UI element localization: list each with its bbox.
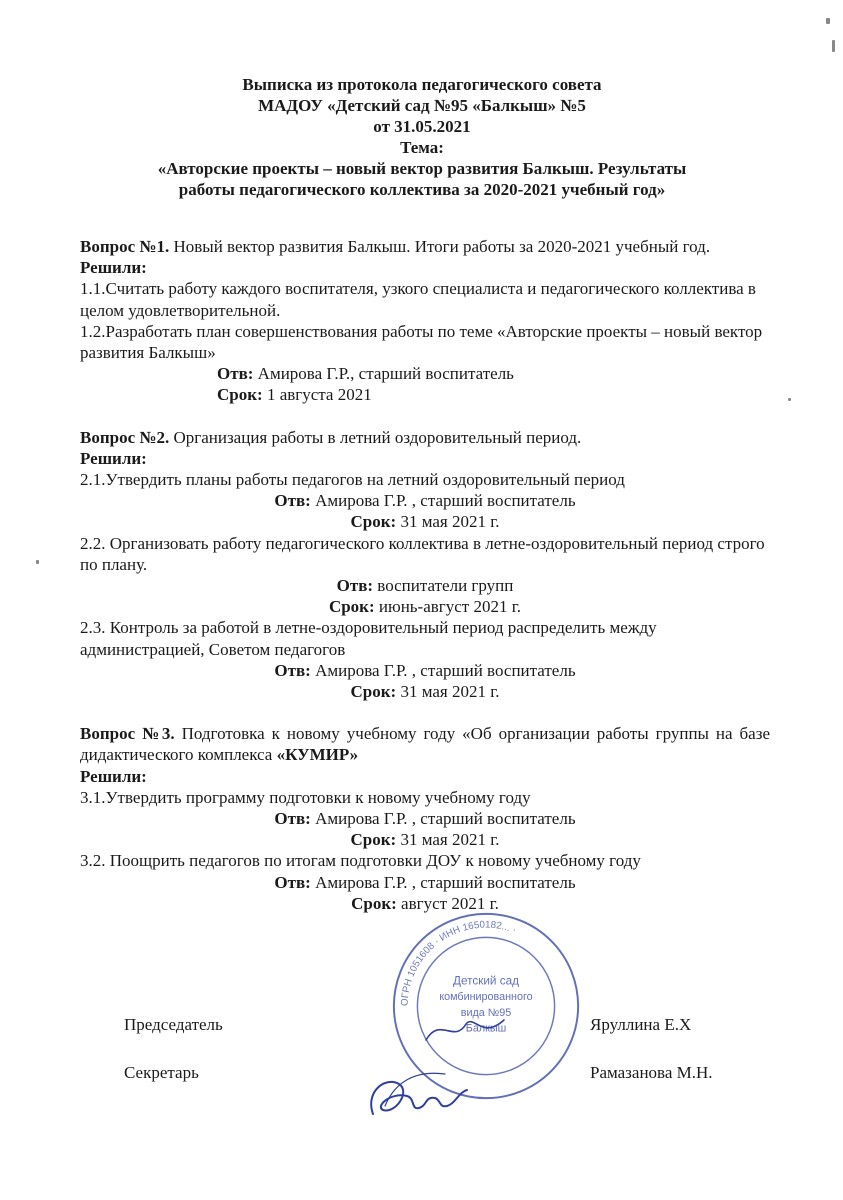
document-body [80, 236, 770, 914]
item-3-2: 3.2. Поощрить педагогов по итогам подготовки ДОУ к новому учебному году [80, 851, 641, 871]
item-3-1-responsible: Отв: Амирова Г.Р. , старший воспитатель [274, 809, 576, 829]
question-1-decided: Решили: [80, 258, 147, 278]
question-1-text: Новый вектор развития Балкыш. Итоги работы за 2020-2021 учебный год. [169, 237, 711, 256]
document-header [60, 74, 784, 200]
question-2 [80, 427, 770, 448]
header-organization: МАДОУ «Детский сад №95 «Балкыш» №5 [258, 96, 586, 115]
item-1-2: 1.2.Разработать план совершенствования работы по теме «Авторские проекты – новый вектор развития Балкыш» [80, 321, 763, 363]
question-1 [80, 236, 770, 257]
stamp-center-line3: вида №95 [460, 1006, 512, 1019]
item-2-2-term: Срок: июнь-август 2021 г. [328, 597, 522, 617]
stamp-center-line2: комбинированного [439, 991, 533, 1004]
item-2-1-term: Срок: 31 мая 2021 г. [350, 512, 500, 532]
question-3-label: Вопрос №3. [80, 724, 175, 744]
scan-speck [36, 560, 39, 564]
chair-signature [420, 1010, 510, 1050]
item-1-responsible: Отв: Амирова Г.Р., старший воспитатель [217, 364, 514, 384]
item-3-1-term: Срок: 31 мая 2021 г. [350, 830, 500, 850]
question-2-label: Вопрос №2. [80, 427, 170, 447]
question-3-decided: Решили: [80, 766, 147, 786]
question-1-label: Вопрос №1. [80, 237, 170, 256]
item-2-2-responsible: Отв: воспитатели групп [336, 576, 514, 596]
item-3-2-term: Срок: август 2021 г. [351, 893, 499, 913]
item-2-1: 2.1.Утвердить планы работы педагогов на летний оздоровительный период [80, 470, 625, 490]
stamp-center-line1: Детский сад [452, 974, 520, 988]
item-2-3-responsible: Отв: Амирова Г.Р. , старший воспитатель [274, 660, 576, 680]
header-title: Выписка из протокола педагогического совета [242, 75, 602, 94]
scan-speck [788, 398, 791, 401]
scan-speck [832, 40, 835, 52]
item-1-1: 1.1.Считать работу каждого воспитателя, узкого специалиста и педагогического коллектива в целом удовлетворительной. [80, 279, 756, 320]
item-2-3-term: Срок: 31 мая 2021 г. [350, 682, 500, 702]
item-2-2: 2.2. Организовать работу педагогического коллектива в летне-оздоровительный период строго по плану. [80, 533, 765, 574]
question-3-complex-name: «КУМИР» [276, 745, 359, 765]
item-2-1-responsible: Отв: Амирова Г.Р. , старший воспитатель [274, 491, 576, 511]
item-3-2-responsible: Отв: Амирова Г.Р. , старший воспитатель [274, 872, 576, 892]
header-topic-line1: «Авторские проекты – новый вектор развития Балкыш. Результаты [157, 159, 687, 178]
item-2-3: 2.3. Контроль за работой в летне-оздоровительный период распределить между администрацией, Советом педагогов [80, 618, 657, 659]
stamp-center-line4: Балкыш [465, 1022, 507, 1035]
item-3-1: 3.1.Утвердить программу подготовки к новому учебному году [80, 787, 531, 807]
question-3-text: Подготовка к новому учебному году «Об организации работы группы на базе дидактического комплекса [80, 724, 770, 765]
chair-name: Яруллина Е.Х [590, 1015, 692, 1034]
question-2-text: Организация работы в летний оздоровительный период. [169, 427, 582, 447]
secretary-signature [355, 1062, 485, 1132]
stamp-ring-text: ОГРН 1051608 · ИНН 1650182... · [399, 919, 518, 1007]
header-topic-label: Тема: [400, 138, 444, 157]
header-topic-line2: работы педагогического коллектива за 2020-2021 учебный год» [178, 180, 666, 199]
scan-speck [826, 18, 830, 24]
chair-label: Председатель [124, 1015, 223, 1034]
question-2-decided: Решили: [80, 448, 147, 468]
header-date: от 31.05.2021 [373, 117, 471, 136]
item-1-term: Срок: 1 августа 2021 [217, 385, 372, 405]
secretary-label: Секретарь [124, 1063, 199, 1082]
question-3 [80, 723, 770, 765]
secretary-name: Рамазанова М.Н. [590, 1063, 713, 1082]
